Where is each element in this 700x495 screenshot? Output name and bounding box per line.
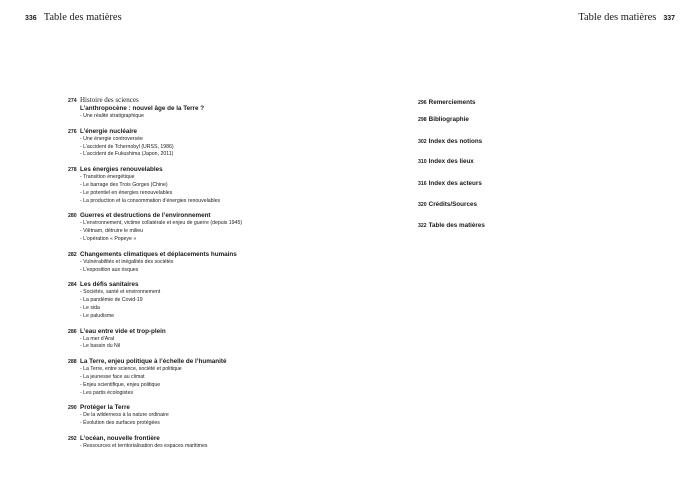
toc-section [68,358,338,397]
toc-entry[interactable] [418,158,474,165]
toc-entry[interactable] [418,138,482,145]
toc-section-title: Changements climatiques et déplacements humains [80,250,237,258]
toc-section-title: La Terre, enjeu politique à l’échelle de l’humanité [80,358,227,366]
toc-subitem: - Le barrage des Trois Gorges (Chine) [80,181,168,188]
toc-page-number: 274 [68,98,77,104]
toc-section-title: Les défis sanitaires [80,281,139,289]
toc-subitem: - L’accident de Tchernobyl (URSS, 1986) [80,143,174,150]
toc-entry[interactable] [68,328,338,336]
toc-subitem: - Transition énergétique [80,174,135,181]
toc-entry-title: Crédits/Sources [428,201,477,208]
toc-entry-title: Index des acteurs [428,180,482,187]
toc-entry[interactable] [418,201,477,208]
toc-subitem: - Le bassin du Nil [80,343,121,350]
toc-section [68,251,338,275]
toc-subitem: - Enjeu scientifique, enjeu politique [80,381,161,388]
toc-subitem: - Les partis écologistes [80,389,134,396]
right-page-number: 337 [663,15,675,22]
toc-entry[interactable] [68,358,338,366]
toc-entry-title: Remerciements [428,99,476,106]
toc-entry-title: Table des matières [428,222,485,229]
toc-page-number: 296 [418,100,427,106]
left-page-number: 336 [25,15,37,22]
toc-subitem: - La mer d’Aral [80,335,115,342]
toc-subitem: - La jeunesse face au climat [80,373,145,380]
toc-section-title: L’énergie nucléaire [80,127,138,135]
toc-section [68,435,338,451]
toc-page-number: 292 [68,435,77,442]
toc-subitem: - L’exposition aux risques [80,266,139,273]
toc-section [68,96,338,121]
toc-entry[interactable] [68,166,338,174]
toc-page-number: 284 [68,282,77,289]
toc-entry[interactable] [68,281,338,289]
toc-page-number: 280 [68,213,77,220]
toc-section [68,128,338,159]
toc-entry[interactable] [418,99,476,106]
toc-section [68,212,338,243]
toc-left-column [68,96,338,458]
toc-page-number: 322 [418,223,427,229]
toc-entry[interactable] [418,116,469,123]
toc-subitem: - Évolution des surfaces protégées [80,420,160,427]
toc-entry-title: Index des lieux [428,158,474,165]
toc-section-title: Protéger la Terre [80,404,130,412]
toc-subitem: - Sociétés, santé et environnement [80,289,161,296]
toc-page-number: 276 [68,128,77,135]
right-running-title: Table des matières [578,12,657,23]
toc-subitem: - La production et la consommation d’énergies renouvelables [80,197,221,204]
right-page-header [578,12,675,23]
toc-page-number: 310 [418,159,427,165]
toc-page-number: 320 [418,202,427,208]
toc-section-title: Guerres et destructions de l’environnement [80,212,211,220]
toc-subitem: - L’accident de Fukushima (Japon, 2011) [80,151,174,158]
toc-section-title: L’océan, nouvelle frontière [80,434,160,442]
toc-entry-title: Bibliographie [428,116,469,123]
toc-subitem: - Vulnérabilités et inégalités des sociétés [80,258,174,265]
toc-page-number: 278 [68,167,77,174]
toc-subitem: - L’opération « Popeye » [80,235,137,242]
toc-entry[interactable] [68,212,338,220]
toc-entry[interactable] [68,96,338,105]
toc-entry-title: Index des notions [428,138,483,145]
toc-section [68,328,338,352]
toc-section-title: Les énergies renouvelables [80,166,163,174]
toc-entry[interactable] [418,180,482,187]
left-running-title: Table des matières [43,12,122,23]
toc-subitem: - Viêtnam, détruire le milieu [80,228,144,235]
toc-entry[interactable] [68,251,338,259]
toc-section [68,404,338,428]
toc-page-number: 290 [68,405,77,412]
toc-subitem: - L’environnement, victime collatérale et enjeu de guerre (depuis 1945) [80,220,243,227]
toc-subitem: - Une réalité stratigraphique [80,113,145,119]
toc-entry[interactable] [68,404,338,412]
toc-section-title: L’eau entre vide et trop-plein [80,327,166,335]
toc-page-number: 286 [68,328,77,335]
toc-subitem: - Le paludisme [80,312,115,319]
toc-page-number: 282 [68,251,77,258]
toc-entry[interactable] [68,128,338,136]
toc-page-number: 298 [418,117,427,123]
left-page-header [25,12,122,23]
toc-page-number: 316 [418,181,427,187]
toc-subitem: - Le potentiel en énergies renouvelables [80,189,173,196]
toc-subitem: - Le sida [80,304,100,311]
toc-subitem: - Ressources et territorialisation des espaces maritimes [80,442,208,449]
toc-section-subtitle: L’anthropocène : nouvel âge de la Terre ? [80,105,205,112]
toc-entry[interactable] [418,222,485,229]
toc-page-number: 302 [418,139,427,145]
toc-subitem: - La pandémie de Covid-19 [80,297,143,304]
toc-section [68,166,338,205]
toc-page-number: 288 [68,359,77,366]
toc-entry[interactable] [68,435,338,443]
toc-section-title: Histoire des sciences [80,96,139,104]
toc-subitem: - La Terre, entre science, société et politique [80,366,182,373]
toc-subitem: - Une énergie controversée [80,135,143,142]
toc-subitem: - De la wilderness à la nature ordinaire [80,412,169,419]
toc-section [68,281,338,320]
